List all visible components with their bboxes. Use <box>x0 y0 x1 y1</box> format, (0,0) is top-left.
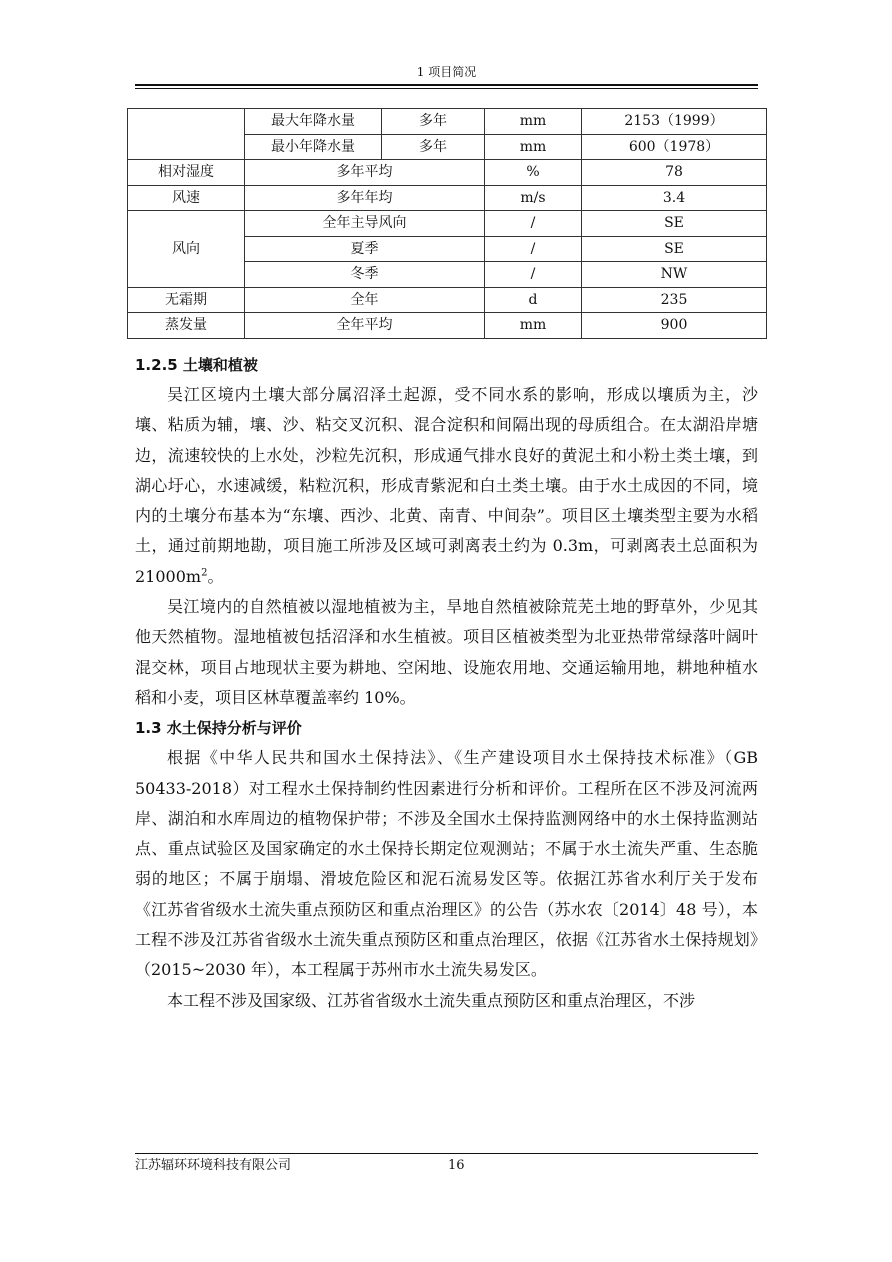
table-row <box>128 313 767 339</box>
table-cell: % <box>485 160 582 186</box>
table-cell: 600（1978） <box>582 134 767 160</box>
table-cell: / <box>485 236 582 262</box>
table-cell: 蒸发量 <box>128 313 245 339</box>
table-cell: 夏季 <box>245 236 485 262</box>
header-rule <box>135 84 758 86</box>
climate-table <box>127 108 767 339</box>
paragraph-conservation-continued: 本工程不涉及国家级、江苏省省级水土流失重点预防区和重点治理区，不涉 <box>167 990 696 1010</box>
table-cell: d <box>485 287 582 313</box>
paragraph-soil-text: 吴江区境内土壤大部分属沼泽土起源，受不同水系的影响，形成以壤质为主，沙壤、粘质为辅，壤、沙、粘交叉沉积、混合淀积和间隔出现的母质组合。在太湖沿岸塘边，流速较快的上水处，沙粒先沉积，形成通气排水良好的黄泥土和小粉土类土壤，到湖心圩心，水速减缓，粘粒沉积，形成青紫泥和白土类土壤。由于水土成因的不同，境内的土壤分布基本为“东壤、西沙、北黄、南青、中间杂”。项目区土壤类型主要为水稻土，通过前期地勘，项目施工所涉及区域可剥离表土约为 0.3m，可剥离表土总面积为 21000m <box>135 385 758 586</box>
table-cell: SE <box>582 236 767 262</box>
table-cell: 无霜期 <box>128 287 245 313</box>
table-cell: / <box>485 211 582 237</box>
page-header-title: 1 项目简况 <box>416 65 477 79</box>
paragraph-conservation-analysis: 根据《中华人民共和国水土保持法》、《生产建设项目水土保持技术标准》（GB 50433-2018）对工程水土保持制约性因素进行分析和评价。工程所在区不涉及河流两岸、湖泊和水库周边的植物保护带；不涉及全国水土保持监测网络中的水土保持监测站点、重点试验区及国家确定的水土保持长期定位观测站；不属于水土流失严重、生态脆弱的地区；不属于崩塌、滑坡危险区和泥石流易发区等。依据江苏省水利厅关于发布《江苏省省级水土流失重点预防区和重点治理区》的公告（苏水农〔2014〕48 号），本工程不涉及江苏省省级水土流失重点预防区和重点治理区，依据《江苏省水土保持规划》（2015~2030 年），本工程属于苏州市水土流失易发区。 <box>135 748 758 980</box>
table-cell: NW <box>582 262 767 288</box>
paragraph-soil <box>135 380 758 592</box>
table-cell: mm <box>485 109 582 135</box>
footer-company: 江苏辐环环境科技有限公司 <box>135 1158 292 1173</box>
page-number: 16 <box>448 1158 465 1173</box>
table-cell: 相对湿度 <box>128 160 245 186</box>
table-cell: SE <box>582 211 767 237</box>
table-cell: 冬季 <box>245 262 485 288</box>
section-heading-soil-conservation: 1.3 水土保持分析与评价 <box>135 719 302 738</box>
table-cell: / <box>485 262 582 288</box>
table-row <box>128 109 767 135</box>
section-heading-soil-vegetation: 1.2.5 土壤和植被 <box>135 356 258 374</box>
table-cell: 多年 <box>382 134 485 160</box>
footer-rule <box>135 1153 758 1154</box>
table-cell: 235 <box>582 287 767 313</box>
table-cell: 3.4 <box>582 185 767 211</box>
table-cell: 全年 <box>245 287 485 313</box>
table-cell: 多年 <box>382 109 485 135</box>
table-cell: mm <box>485 134 582 160</box>
table-cell: 78 <box>582 160 767 186</box>
paragraph-vegetation: 吴江境内的自然植被以湿地植被为主，旱地自然植被除荒芜土地的野草外，少见其他天然植物。湿地植被包括沼泽和水生植被。项目区植被类型为北亚热带常绿落叶阔叶混交林，项目占地现状主要为耕地、空闲地、设施农用地、交通运输用地，耕地种植水稻和小麦，项目区林草覆盖率约 10%。 <box>135 597 758 707</box>
table-row <box>128 211 767 237</box>
paragraph-soil-end: 。 <box>207 566 224 586</box>
superscript-2: 2 <box>201 567 208 579</box>
table-cell: 多年年均 <box>245 185 485 211</box>
table-row <box>128 160 767 186</box>
table-cell: mm <box>485 313 582 339</box>
table-cell: 全年主导风向 <box>245 211 485 237</box>
table-cell: 风向 <box>128 211 245 288</box>
table-cell: 全年平均 <box>245 313 485 339</box>
table-cell: 风速 <box>128 185 245 211</box>
table-cell: m/s <box>485 185 582 211</box>
table-row <box>128 287 767 313</box>
table-cell: 最小年降水量 <box>245 134 382 160</box>
table-cell: 900 <box>582 313 767 339</box>
table-cell: 多年平均 <box>245 160 485 186</box>
table-cell <box>128 109 245 160</box>
table-cell: 2153（1999） <box>582 109 767 135</box>
header-rule-thin <box>135 88 758 89</box>
body-text <box>135 350 758 1016</box>
table-cell: 最大年降水量 <box>245 109 382 135</box>
table-row <box>128 185 767 211</box>
